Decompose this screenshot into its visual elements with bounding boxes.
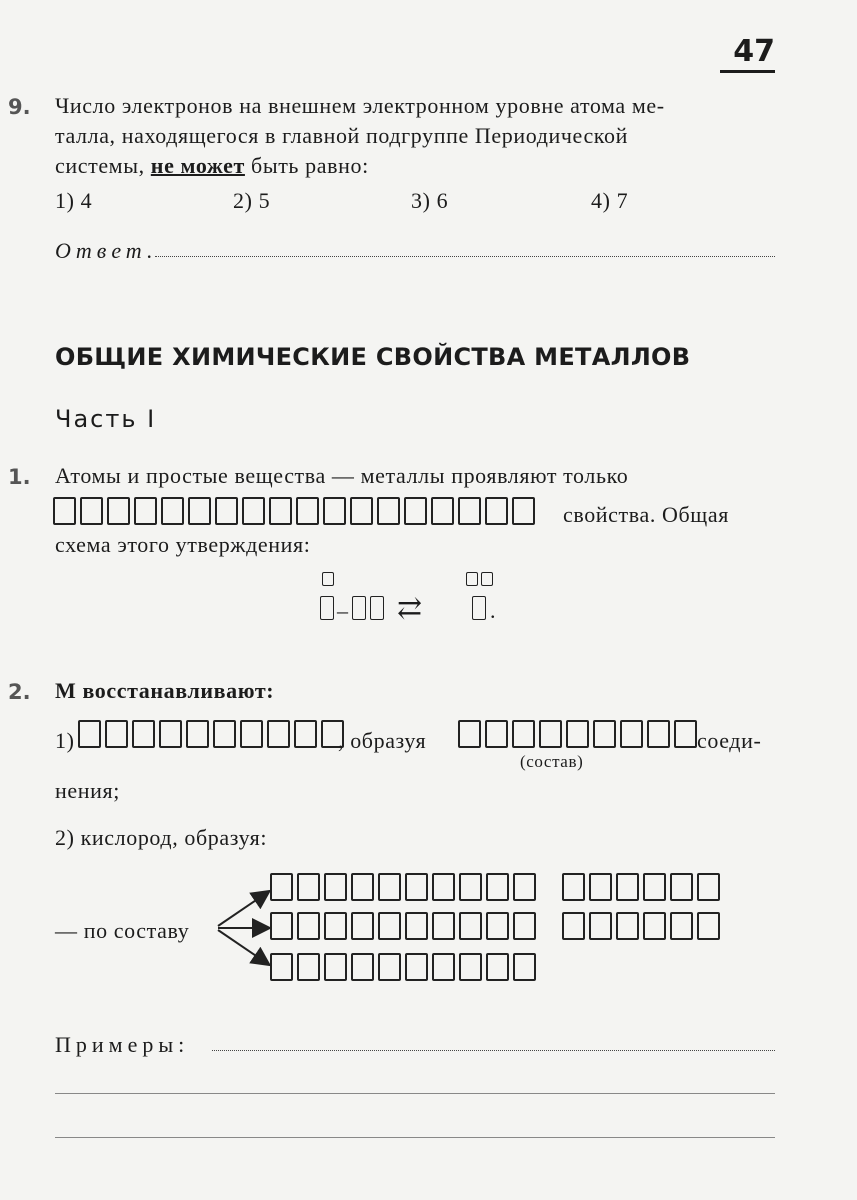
examples-line-3[interactable] [55,1137,775,1138]
question-1-number: 1. [8,465,31,489]
answer-box[interactable] [132,720,155,748]
answer-box[interactable] [294,720,317,748]
answer-box[interactable] [697,912,720,940]
answer-label: Ответ. [55,238,158,263]
answer-box[interactable] [186,720,209,748]
answer-box[interactable] [643,912,666,940]
option-3: 3) 6 [411,188,449,213]
answer-box[interactable] [458,497,481,525]
scheme-superscript-box-right-1[interactable] [466,572,478,586]
question-9-line-3 [55,153,369,179]
answer-box[interactable] [378,912,401,940]
answer-box[interactable] [643,873,666,901]
question-9-line-3-start: системы, [55,153,151,178]
answer-box[interactable] [159,720,182,748]
answer-box[interactable] [486,873,509,901]
scheme-box-electron-2[interactable] [370,596,384,620]
answer-box[interactable] [432,873,455,901]
answer-box[interactable] [270,873,293,901]
answer-box[interactable] [562,873,585,901]
option-2: 2) 5 [233,188,271,213]
answer-box[interactable] [593,720,616,748]
answer-boxes-oxide-row-3[interactable] [270,953,536,981]
answer-box[interactable] [459,953,482,981]
scheme-superscript-box-left[interactable] [322,572,334,586]
answer-box[interactable] [107,497,130,525]
answer-box[interactable] [589,912,612,940]
answer-boxes-oxide-row-1[interactable] [270,873,720,901]
answer-box[interactable] [459,873,482,901]
answer-box[interactable] [53,497,76,525]
answer-box[interactable] [674,720,697,748]
answer-box[interactable] [486,912,509,940]
answer-box[interactable] [324,873,347,901]
answer-box[interactable] [270,953,293,981]
answer-box[interactable] [213,720,236,748]
answer-box[interactable] [296,497,319,525]
answer-boxes-oxide-row-2[interactable] [270,912,720,940]
answer-box[interactable] [270,912,293,940]
answer-box[interactable] [616,873,639,901]
answer-box[interactable] [670,912,693,940]
answer-box[interactable] [513,873,536,901]
answer-box[interactable] [458,720,481,748]
answer-box[interactable] [697,873,720,901]
question-9-emphasis: не может [150,153,245,178]
question-9-line-1: Число электронов на внешнем электронном уровне атома ме- [55,93,665,118]
answer-box[interactable] [616,912,639,940]
by-composition-label: — по составу [55,918,190,943]
answer-box[interactable] [324,912,347,940]
answer-boxes-reagent[interactable] [78,720,344,748]
section-title: ОБЩИЕ ХИМИЧЕСКИЕ СВОЙСТВА МЕТАЛЛОВ [55,343,691,371]
answer-box[interactable] [378,953,401,981]
item-1-prefix: 1) [55,728,75,753]
answer-box[interactable] [161,497,184,525]
answer-box[interactable] [324,953,347,981]
scheme-box-electron-1[interactable] [352,596,366,620]
question-9-line-2: талла, находящегося в главной подгруппе Периодической [55,123,628,148]
question-9-number: 9. [8,95,31,119]
answer-boxes-composition[interactable] [458,720,697,748]
answer-box[interactable] [105,720,128,748]
scheme-box-metal[interactable] [320,596,334,620]
examples-line-1[interactable] [212,1050,775,1051]
answer-box[interactable] [78,720,101,748]
answer-box[interactable] [242,497,265,525]
scheme-box-ion[interactable] [472,596,486,620]
answer-box[interactable] [566,720,589,748]
answer-box[interactable] [134,497,157,525]
answer-box[interactable] [269,497,292,525]
answer-boxes-property[interactable] [53,497,535,525]
examples-label: Примеры: [55,1032,190,1057]
answer-box[interactable] [512,497,535,525]
answer-box[interactable] [377,497,400,525]
answer-box[interactable] [351,912,374,940]
answer-box[interactable] [431,497,454,525]
page-number-rule [720,70,775,73]
question-1-line-2: свойства. Общая [563,502,729,527]
answer-box[interactable] [485,720,508,748]
answer-box[interactable] [513,912,536,940]
answer-box[interactable] [323,497,346,525]
answer-box[interactable] [486,953,509,981]
part-title: Часть I [55,405,157,433]
item-1-middle: , образуя [338,728,427,753]
composition-caption: (состав) [520,752,584,771]
answer-box[interactable] [297,873,320,901]
scheme-period: . [490,598,497,623]
examples-line-2[interactable] [55,1093,775,1094]
answer-box[interactable] [405,953,428,981]
answer-box[interactable] [80,497,103,525]
option-1: 1) 4 [55,188,93,213]
answer-box[interactable] [188,497,211,525]
answer-box[interactable] [670,873,693,901]
answer-box[interactable] [267,720,290,748]
answer-box[interactable] [620,720,643,748]
question-1-line-1: Атомы и простые вещества — металлы проявляют только [55,463,629,488]
answer-box[interactable] [432,953,455,981]
answer-box[interactable] [215,497,238,525]
scheme-equilibrium-arrows: ⇄ [397,592,423,625]
scheme-superscript-box-right-2[interactable] [481,572,493,586]
question-2-title: М восстанавливают: [55,678,275,703]
answer-box[interactable] [297,912,320,940]
answer-box[interactable] [351,873,374,901]
answer-box[interactable] [405,873,428,901]
scheme-dash: – [337,598,349,623]
answer-box[interactable] [513,953,536,981]
answer-box[interactable] [562,912,585,940]
answer-box[interactable] [485,497,508,525]
page-number: 47 [733,34,775,69]
answer-box[interactable] [539,720,562,748]
answer-box[interactable] [459,912,482,940]
item-1-after: соеди- [697,728,762,753]
option-4: 4) 7 [591,188,629,213]
item-2-text: 2) кислород, образуя: [55,825,268,850]
answer-box[interactable] [589,873,612,901]
question-2-number: 2. [8,680,31,704]
answer-box[interactable] [240,720,263,748]
question-9-line-3-end: быть равно: [244,153,369,178]
answer-box[interactable] [512,720,535,748]
answer-box[interactable] [647,720,670,748]
question-1-line-3: схема этого утверждения: [55,532,311,557]
answer-box[interactable] [405,912,428,940]
answer-box[interactable] [297,953,320,981]
answer-line[interactable] [155,256,775,257]
answer-box[interactable] [351,953,374,981]
answer-box[interactable] [404,497,427,525]
answer-box[interactable] [350,497,373,525]
item-1-continuation: нения; [55,778,120,803]
answer-box[interactable] [432,912,455,940]
answer-box[interactable] [378,873,401,901]
